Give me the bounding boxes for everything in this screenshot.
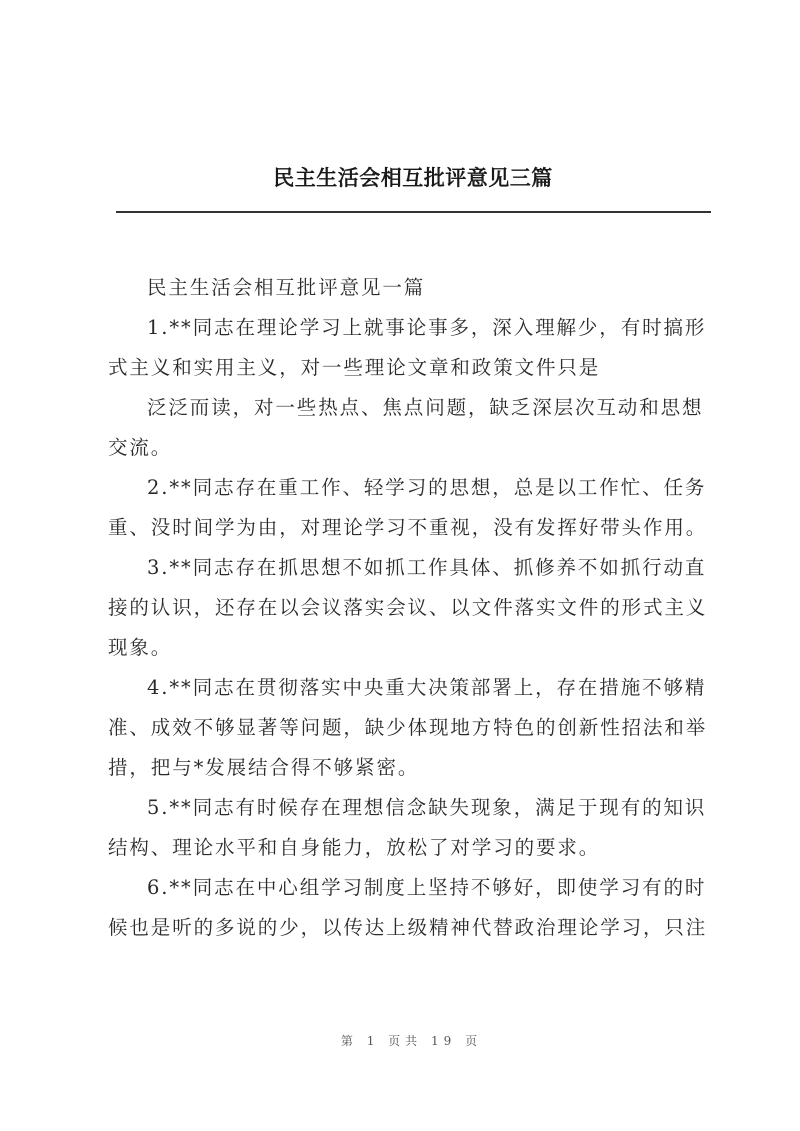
paragraph-1b-line-2: 交流。 xyxy=(108,436,173,459)
section-heading: 民主生活会相互批评意见一篇 xyxy=(147,276,426,299)
title-divider xyxy=(116,211,711,213)
paragraph-1-line-1: 1.**同志在理论学习上就事论事多，深入理解少，有时搞形 xyxy=(147,316,707,339)
paragraph-4-line-1: 4.**同志在贯彻落实中央重大决策部署上，存在措施不够精 xyxy=(147,676,707,699)
paragraph-6-line-1: 6.**同志在中心组学习制度上坚持不够好，即使学习有的时 xyxy=(147,876,707,899)
paragraph-4-line-3: 措，把与*发展结合得不够紧密。 xyxy=(108,756,420,779)
paragraph-3-line-1: 3.**同志存在抓思想不如抓工作具体、抓修养不如抓行动直 xyxy=(147,556,707,579)
paragraph-2-line-2: 重、没时间学为由，对理论学习不重视，没有发挥好带头作用。 xyxy=(108,516,708,539)
paragraph-1b-line-1: 泛泛而读，对一些热点、焦点问题，缺乏深层次互动和思想 xyxy=(147,396,704,419)
page-number-footer: 第 1 页共 19 页 xyxy=(340,1034,483,1048)
paragraph-1-line-2: 式主义和实用主义，对一些理论文章和政策文件只是 xyxy=(108,356,601,379)
paragraph-5-line-2: 结构、理论水平和自身能力，放松了对学习的要求。 xyxy=(108,836,601,859)
paragraph-3-line-3: 现象。 xyxy=(108,636,173,659)
document-title: 民主生活会相互批评意见三篇 xyxy=(273,166,553,190)
paragraph-2-line-1: 2.**同志存在重工作、轻学习的思想，总是以工作忙、任务 xyxy=(147,476,707,499)
paragraph-6-line-2: 候也是听的多说的少，以传达上级精神代替政治理论学习，只注 xyxy=(108,916,708,939)
paragraph-3-line-2: 接的认识，还存在以会议落实会议、以文件落实文件的形式主义 xyxy=(108,596,708,619)
document-body xyxy=(108,268,711,948)
paragraph-5-line-1: 5.**同志有时候存在理想信念缺失现象，满足于现有的知识 xyxy=(147,796,707,819)
paragraph-4-line-2: 准、成效不够显著等问题，缺少体现地方特色的创新性招法和举 xyxy=(108,716,708,739)
